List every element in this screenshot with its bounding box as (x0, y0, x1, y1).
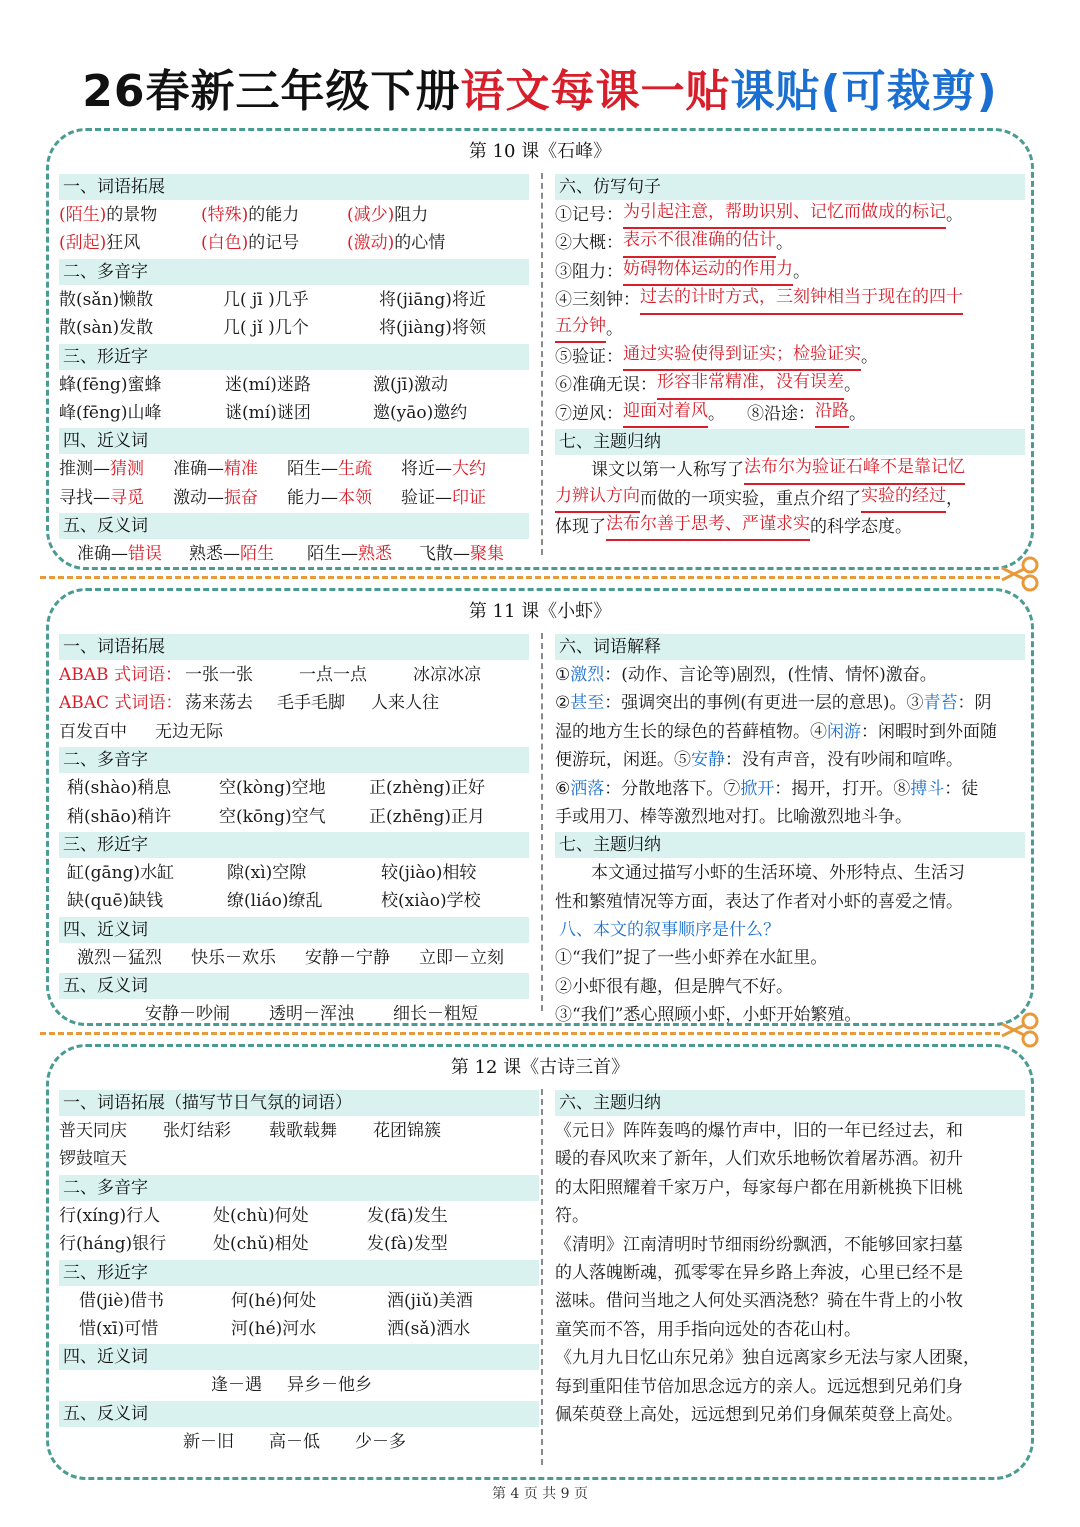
summary-line (555, 513, 1025, 541)
similar-char-row (59, 887, 529, 915)
definition: 妨碍物体运动的作用力 (623, 258, 793, 286)
explanation-line (555, 718, 1025, 746)
punct: 。 (708, 403, 725, 424)
antonym: 陌生— (307, 544, 358, 565)
term: 搏斗 (910, 778, 945, 799)
poem-summary-line: 佩茱萸登上高处，远远想到兄弟们身佩茱萸登上高处。 (555, 1405, 963, 1426)
summary-key: 力辨认方向 (555, 485, 640, 513)
definition: 通过实验使得到证实；检验证实 (623, 343, 861, 371)
antonym-row (59, 540, 529, 568)
poem-summary-line: 滋味。借问当地之人何处买酒浇愁？骑在牛背上的小牧 (555, 1291, 963, 1312)
similar-char-row (59, 1315, 539, 1343)
antonym: 细长－粗短 (393, 1004, 478, 1025)
synonym-answer: 生疏 (338, 459, 372, 480)
polyphone: 将(jiàng)将领 (379, 318, 486, 339)
term: ⑥准确无误： (555, 375, 657, 396)
synonym: 快乐－欢乐 (191, 947, 276, 968)
synonym-row (59, 1371, 539, 1399)
poem-summary-line: 《元日》阵阵轰鸣的爆竹声中，旧的一年已经过去，和 (555, 1121, 963, 1141)
synonym-row (59, 944, 529, 972)
section-header: 一、词语拓展 (59, 634, 529, 660)
word-red: (特殊) (201, 205, 249, 225)
synonym: 激烈－猛烈 (77, 947, 162, 968)
synonym-answer: 大约 (452, 459, 486, 480)
word-red: (白色) (201, 233, 249, 254)
lesson-title: 第 11 课《小虾》 (468, 601, 612, 622)
antonym: 少－多 (355, 1431, 406, 1452)
word-red: (刮起) (59, 233, 107, 254)
explanation: ：徒 (944, 778, 979, 799)
word: 花团锦簇 (373, 1121, 441, 1141)
polyphone-row (59, 1202, 539, 1230)
punct: 。 (861, 346, 878, 367)
title-part-note: 课贴(可裁剪) (730, 66, 998, 117)
summary-text: ， (946, 488, 963, 509)
explanation-line (555, 746, 1025, 774)
similar-char: 洒(sǎ)洒水 (387, 1318, 471, 1339)
column-divider (541, 173, 543, 555)
right-column (555, 173, 1025, 541)
section-header: 二、多音字 (59, 1175, 539, 1201)
antonym-answer: 熟悉 (358, 544, 392, 565)
explanation: ：闲暇时到外面随 (861, 721, 997, 742)
polyphone: 空(kōng)空气 (219, 806, 326, 827)
synonym-answer: 精准 (224, 459, 258, 480)
similar-char-row (59, 399, 529, 427)
poem-summary-line: 童笑而不答，用手指向远处的杏花山村。 (555, 1319, 861, 1340)
term: ④三刻钟： (555, 290, 640, 311)
word-row (59, 1145, 539, 1173)
section-header: 四、近义词 (59, 428, 529, 454)
similar-char: 峰(fēng)山峰 (59, 402, 162, 423)
word: 一张一张 (185, 665, 253, 685)
polyphone: 空(kòng)空地 (219, 778, 326, 799)
antonym-answer: 陌生 (240, 544, 274, 565)
polyphone: 发(fà)发型 (367, 1234, 448, 1255)
synonym: 陌生— (287, 459, 338, 480)
similar-char-row (59, 859, 529, 887)
similar-char: 校(xiào)学校 (381, 891, 481, 912)
polyphone: 将(jiāng)将近 (379, 289, 486, 310)
section-header: 三、形近字 (59, 344, 529, 370)
definition: 表示不很准确的估计 (623, 229, 776, 257)
word: 毛手毛脚 (277, 693, 345, 714)
explanation-line (555, 775, 1025, 803)
explanation-line (555, 803, 1025, 831)
summary-line (555, 456, 1025, 484)
synonym: 异乡－他乡 (287, 1375, 372, 1396)
left-column (59, 173, 529, 569)
summary-line (555, 859, 1025, 887)
synonym: 推测— (59, 459, 110, 480)
section-header: 七、主题归纳 (555, 429, 1025, 455)
term: 激烈 (570, 665, 605, 685)
word: 锣鼓喧天 (59, 1149, 127, 1170)
punct: 。 (776, 233, 793, 254)
section-header: 六、词语解释 (555, 634, 1025, 660)
title-part-subject: 语文每课一贴 (460, 66, 731, 117)
antonym-row (59, 1428, 539, 1456)
title-part-grade: 26春新三年级下册 (82, 66, 461, 117)
explanation: 便游玩，闲逛。⑤ (555, 750, 691, 771)
summary-key: 法布尔为验证石峰不是靠记忆 (744, 456, 965, 484)
summary-text: 体现了 (555, 516, 606, 537)
column-divider (541, 633, 543, 1011)
term: ⑤验证： (555, 346, 623, 367)
antonym: 安静－吵闹 (145, 1004, 230, 1025)
poem-summary-line: 《清明》江南清明时节细雨纷纷飘洒，不能够回家扫墓 (555, 1234, 963, 1255)
sequence-line (555, 1001, 1025, 1029)
word-row (59, 229, 529, 257)
polyphone-row (59, 314, 529, 342)
similar-char: 酒(jiǔ)美酒 (387, 1290, 473, 1311)
sentence-row (555, 201, 1025, 229)
definition: 形容非常精准，没有误差 (657, 371, 844, 399)
summary-text: 本文通过描写小虾的生活环境、外形特点、生活习 (591, 863, 965, 884)
summary-text: 而做的一项实验，重点介绍了 (640, 488, 861, 509)
cut-line (40, 1032, 1000, 1035)
definition: 过去的计时方式，三刻钟相当于现在的四十 (640, 286, 963, 314)
term: 青苔 (923, 693, 958, 714)
section-header: 二、多音字 (59, 747, 529, 773)
sequence-line (555, 973, 1025, 1001)
explanation-line (555, 689, 1025, 717)
section-header: 三、形近字 (59, 1260, 539, 1286)
similar-char: 河(hé)河水 (231, 1318, 317, 1339)
section-header: 五、反义词 (59, 513, 529, 539)
word: 的能力 (248, 205, 300, 225)
page-footer: 第 4 页 共 9 页 (491, 1486, 589, 1502)
term: 甚至 (570, 693, 605, 714)
page-title (0, 62, 1080, 122)
lesson-12-card (46, 1044, 1034, 1480)
polyphone-row (59, 1230, 539, 1258)
word: 荡来荡去 (185, 693, 253, 714)
synonym-answer: 印证 (452, 487, 486, 508)
polyphone-row (59, 774, 529, 802)
term: ②大概： (555, 233, 623, 254)
left-column (59, 633, 529, 1029)
synonym: 准确— (173, 459, 224, 480)
antonym: 透明－浑浊 (269, 1004, 354, 1025)
word: 百发百中 (59, 721, 127, 742)
poem-summary-line: 每到重阳佳节倍加思念远方的亲人。远远想到兄弟们身 (555, 1376, 963, 1397)
similar-char: 较(jiào)相较 (381, 862, 477, 883)
similar-char: 隙(xì)空隙 (227, 862, 307, 883)
antonym-row (59, 1000, 529, 1028)
summary-text: 的科学态度。 (810, 516, 912, 537)
sequence-item: ③“我们”悉心照顾小虾，小虾开始繁殖。 (555, 1004, 862, 1025)
section-header: 五、反义词 (59, 973, 529, 999)
synonym: 立即－立刻 (419, 947, 504, 968)
poem-summary-line: 暖的春风吹来了新年，人们欢乐地畅饮着屠苏酒。初升 (555, 1149, 963, 1170)
word: 载歌载舞 (269, 1121, 337, 1141)
section-header: 四、近义词 (59, 917, 529, 943)
synonym-answer: 寻觅 (110, 487, 144, 508)
poem-summary-line: 符。 (555, 1206, 589, 1227)
antonym: 高－低 (269, 1431, 320, 1452)
num: ② (555, 693, 571, 714)
antonym: 新－旧 (183, 1431, 234, 1452)
synonym: 验证— (401, 487, 452, 508)
right-column (555, 1089, 1025, 1429)
word-row (59, 661, 529, 689)
summary-line (555, 888, 1025, 916)
term: 安静 (691, 750, 725, 771)
sentence-row (555, 371, 1025, 399)
num: ⑥ (555, 778, 571, 799)
explanation: 手或用刀、棒等激烈地对打。比喻激烈地斗争。 (555, 806, 912, 827)
definition: 迎面对着风 (623, 400, 708, 428)
word-row (59, 1117, 539, 1145)
sentence-row (555, 343, 1025, 371)
term: 闲游 (827, 721, 861, 742)
term: ①记号： (555, 205, 623, 225)
word: 一点一点 (299, 665, 367, 685)
section-header: 三、形近字 (59, 832, 529, 858)
sentence-row (555, 286, 1025, 314)
polyphone: 散(sàn)发散 (59, 318, 154, 339)
word: 的景物 (106, 205, 158, 225)
similar-char: 邀(yāo)邀约 (373, 402, 468, 423)
similar-char: 缸(gāng)水缸 (67, 862, 175, 883)
synonym: 寻找— (59, 487, 110, 508)
similar-char-row (59, 371, 529, 399)
similar-char: 借(jiè)借书 (79, 1290, 165, 1311)
similar-char: 迷(mí)迷路 (225, 374, 311, 395)
sentence-row (555, 315, 1025, 343)
column-divider (541, 1089, 543, 1465)
polyphone-row (59, 803, 529, 831)
polyphone: 处(chǔ)相处 (213, 1234, 309, 1255)
term: ⑦逆风： (555, 403, 623, 424)
lesson-11-card (46, 588, 1034, 1026)
synonym-answer: 振奋 (224, 487, 258, 508)
word: 人来人往 (371, 693, 439, 714)
question-header: 八、本文的叙事顺序是什么？ (559, 920, 780, 941)
definition: 沿路 (815, 400, 849, 428)
explanation: ：(动作、言论等)剧烈，(性情、情怀)激奋。 (604, 665, 937, 685)
explanation: ：分散地落下。⑦ (604, 778, 741, 799)
synonym: 安静－宁静 (305, 947, 390, 968)
sentence-row (555, 258, 1025, 286)
similar-char: 激(jī)激动 (373, 374, 448, 395)
explanation: ：没有声音，没有吵闹和喧哗。 (725, 750, 963, 771)
polyphone: 稍(shào)稍息 (67, 778, 172, 799)
synonym: 激动— (173, 487, 224, 508)
section-header: 一、词语拓展（描写节日气氛的词语） (59, 1090, 539, 1116)
word: 普天同庆 (59, 1121, 127, 1141)
similar-char: 何(hé)何处 (231, 1290, 317, 1311)
polyphone-row (59, 286, 529, 314)
polyphone: 处(chù)何处 (213, 1205, 309, 1226)
sequence-item: ①“我们”捉了一些小虾养在水缸里。 (555, 948, 828, 969)
sentence-row (555, 400, 1025, 428)
sentence-row (555, 229, 1025, 257)
word-type: ABAC 式词语： (59, 693, 183, 714)
word-red: (激动) (347, 233, 395, 254)
word: 的记号 (248, 233, 300, 254)
polyphone: 行(háng)银行 (59, 1234, 167, 1255)
explanation: ：强调突出的事例(有更进一层的意思)。③ (604, 693, 924, 714)
synonym: 逢－遇 (211, 1375, 262, 1396)
punct: 。 (793, 261, 810, 282)
explanation: ：阴 (957, 693, 992, 714)
polyphone: 正(zhèng)正好 (369, 778, 486, 799)
word-type: ABAB 式词语： (59, 665, 182, 685)
term: ⑧沿途： (747, 403, 815, 424)
explanation-line (555, 661, 1025, 689)
term: ③阻力： (555, 261, 623, 282)
similar-char: 蜂(fēng)蜜蜂 (59, 374, 162, 395)
explanation: 湿的地方生长的绿色的苔藓植物。④ (555, 721, 827, 742)
word-row (59, 689, 529, 717)
section-header: 四、近义词 (59, 1344, 539, 1370)
lesson-title: 第 10 课《石峰》 (468, 141, 612, 162)
summary-key: 实验的经过 (861, 485, 946, 513)
synonym-row (59, 484, 529, 512)
similar-char: 缭(liáo)缭乱 (227, 891, 323, 912)
scissors-icon (998, 556, 1044, 592)
sequence-item: ②小虾很有趣，但是脾气不好。 (555, 976, 793, 997)
polyphone: 稍(shāo)稍许 (67, 806, 172, 827)
word-red: (陌生) (59, 205, 107, 225)
section-header: 七、主题归纳 (555, 832, 1025, 858)
scissors-icon (998, 1012, 1044, 1048)
term: 掀开 (740, 778, 775, 799)
word: 狂风 (106, 233, 141, 254)
word: 阻力 (394, 205, 429, 225)
similar-char: 惜(xī)可惜 (79, 1318, 159, 1339)
similar-char: 缺(quē)缺钱 (67, 891, 164, 912)
lesson-title: 第 12 课《古诗三首》 (450, 1057, 630, 1078)
word-row (59, 201, 529, 229)
polyphone: 正(zhēng)正月 (369, 806, 486, 827)
antonym: 熟悉— (189, 544, 240, 565)
term: 洒落 (570, 778, 605, 799)
antonym-answer: 聚集 (470, 544, 504, 565)
sequence-line (555, 944, 1025, 972)
polyphone: 几( jǐ )几个 (223, 318, 309, 339)
poem-summary-line: 的人落魄断魂，孤零零在异乡路上奔波，心里已经不是 (555, 1263, 963, 1284)
section-header: 五、反义词 (59, 1401, 539, 1427)
summary-text: 性和繁殖情况等方面，表达了作者对小虾的喜爱之情。 (555, 891, 963, 912)
summary-key: 法布尔善于思考、严谨求实 (606, 513, 810, 541)
right-column (555, 633, 1025, 1029)
word: 无边无际 (155, 721, 223, 742)
word: 的心情 (394, 233, 446, 254)
similar-char: 谜(mí)谜团 (225, 402, 311, 423)
section-header: 六、仿写句子 (555, 174, 1025, 200)
synonym-answer: 本领 (338, 487, 372, 508)
punct: 。 (946, 205, 963, 225)
synonym-answer: 猜测 (110, 459, 144, 480)
definition: 为引起注意，帮助识别、记忆而做成的标记 (623, 201, 946, 229)
antonym: 准确— (77, 544, 128, 565)
polyphone: 行(xíng)行人 (59, 1205, 161, 1226)
word-red: (减少) (347, 205, 395, 225)
poem-summary-line: 《九月九日忆山东兄弟》独自远离家乡无法与家人团聚， (555, 1348, 980, 1369)
section-header: 二、多音字 (59, 259, 529, 285)
section-header: 一、词语拓展 (59, 174, 529, 200)
lesson-10-card (46, 128, 1034, 570)
definition: 五分钟 (555, 315, 606, 343)
polyphone: 发(fā)发生 (367, 1205, 448, 1226)
similar-char-row (59, 1287, 539, 1315)
antonym-answer: 错误 (128, 544, 162, 565)
polyphone: 散(sǎn)懒散 (59, 289, 154, 310)
num: ① (555, 665, 571, 685)
explanation: ：揭开，打开。⑧ (774, 778, 911, 799)
word: 张灯结彩 (163, 1121, 231, 1141)
punct: 。 (844, 375, 861, 396)
summary-text: 课文以第一人称写了 (591, 460, 744, 481)
antonym: 飞散— (419, 544, 470, 565)
synonym: 将近— (401, 459, 452, 480)
summary-line (555, 485, 1025, 513)
word: 冰凉冰凉 (413, 665, 481, 685)
polyphone: 几( jī )几乎 (223, 289, 309, 310)
punct: 。 (606, 318, 623, 339)
poem-summary-line: 的太阳照耀着千家万户，每家每户都在用新桃换下旧桃 (555, 1177, 963, 1198)
section-header: 六、主题归纳 (555, 1090, 1025, 1116)
left-column (59, 1089, 539, 1456)
synonym-row (59, 455, 529, 483)
word-row (59, 718, 529, 746)
synonym: 能力— (287, 487, 338, 508)
cut-line (40, 576, 1000, 579)
punct: 。 (849, 403, 866, 424)
